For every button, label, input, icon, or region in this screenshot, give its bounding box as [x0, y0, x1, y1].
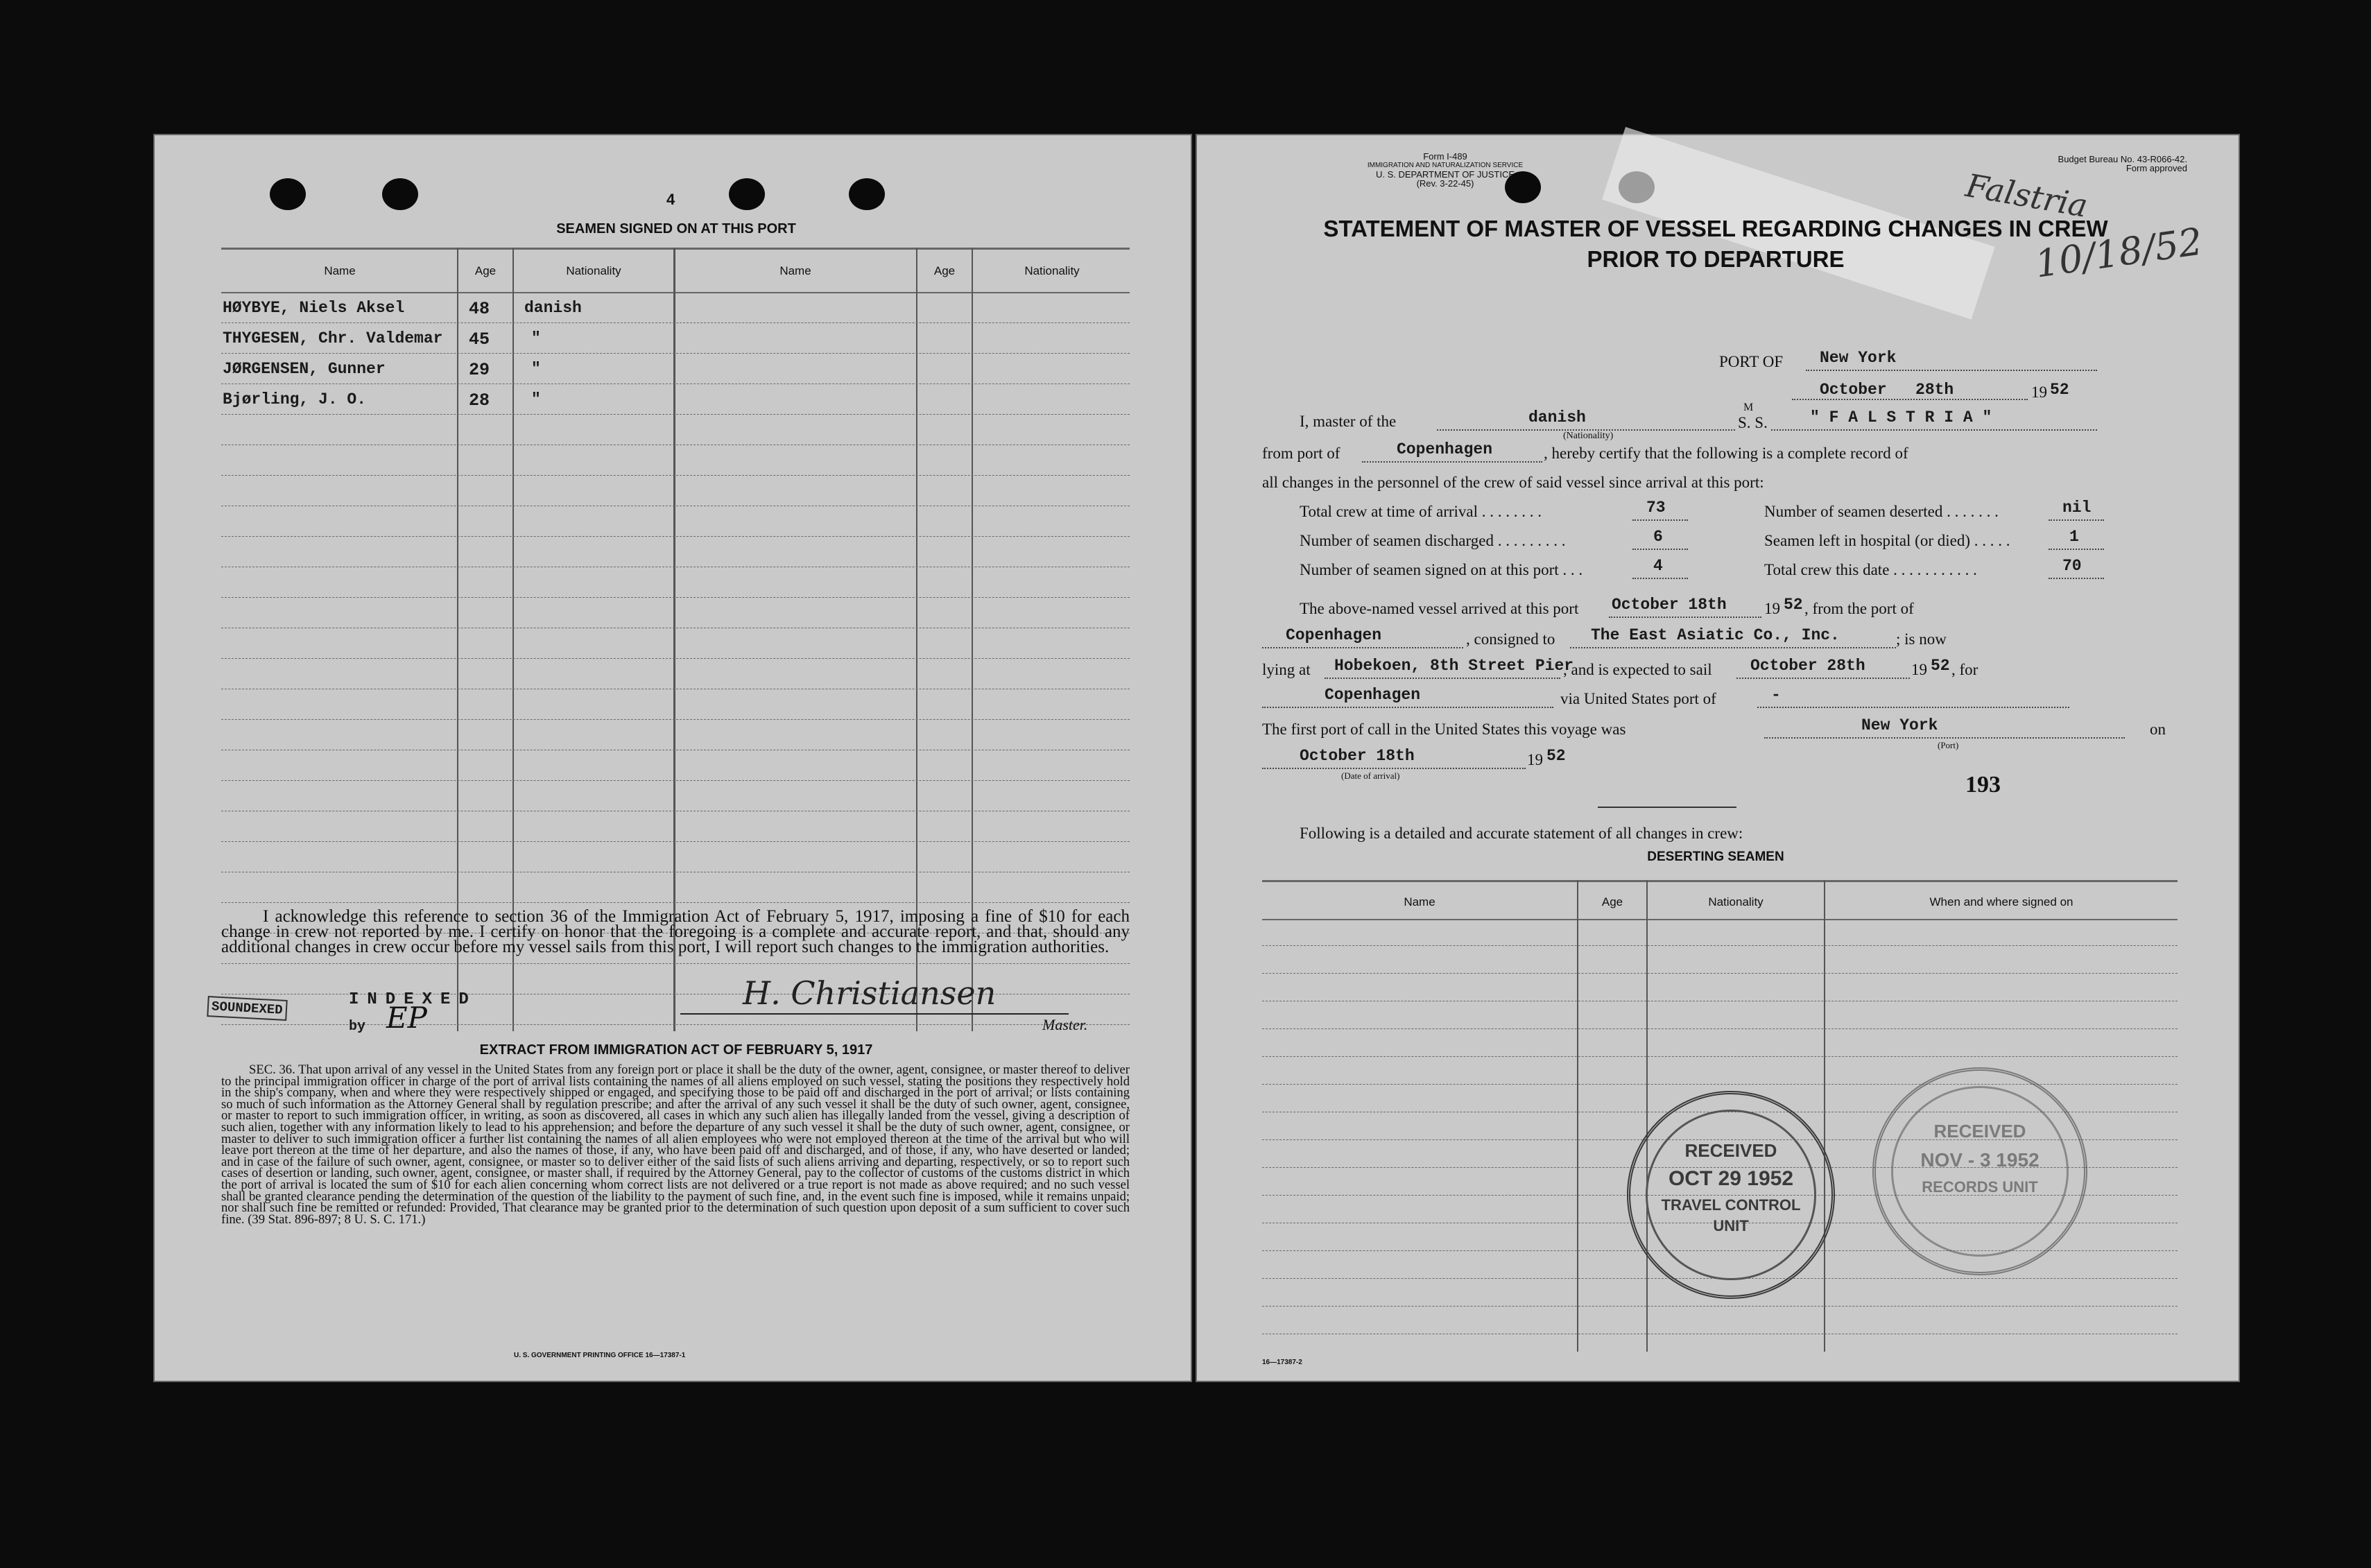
table-row-line [1262, 973, 2178, 974]
for-label: , for [1951, 661, 1978, 678]
agency-line: IMMIGRATION AND NATURALIZATION SERVICE [1367, 162, 1524, 169]
stamp-text: NOV - 3 1952 [1920, 1149, 2040, 1171]
stat-value: 6 [1653, 528, 1663, 546]
year-prefix: 19 [1764, 600, 1780, 617]
printer-imprint: U. S. GOVERNMENT PRINTING OFFICE 16—17387-1 [514, 1352, 686, 1359]
table-row-line [1262, 945, 2178, 946]
deserting-header-nationality: Nationality [1708, 895, 1764, 908]
arrived-date: October 18th [1612, 596, 1727, 614]
table-row-line [221, 902, 1130, 903]
table-row-line [221, 841, 1130, 842]
received-stamp-travel-control [1627, 1091, 1835, 1299]
stat-value: 70 [2062, 557, 2082, 575]
budget-info [1979, 155, 2187, 173]
crew-name: Bjørling, J. O. [223, 390, 367, 408]
agency-line: U. S. DEPARTMENT OF JUSTICE [1375, 169, 1515, 180]
table-row-line [221, 963, 1130, 964]
soundexed-stamp: SOUNDEXED [207, 996, 287, 1021]
year-prefix: 19 [1911, 661, 1927, 678]
first-port-label: The first port of call in the United States this voyage was [1262, 721, 1626, 738]
stat-label: Total crew this date . . . . . . . . . . . [1764, 561, 1977, 578]
stamp-text: UNIT [1713, 1217, 1749, 1234]
vessel-nationality: danish [1528, 408, 1586, 427]
crew-age: 28 [469, 390, 490, 411]
crew-nationality: " [531, 390, 541, 408]
received-stamp-records-unit [1872, 1067, 2087, 1275]
table-row-line [221, 414, 1130, 415]
crew-name: THYGESEN, Chr. Valdemar [223, 329, 443, 347]
stamp-text: TRAVEL CONTROL [1661, 1196, 1801, 1214]
punch-hole [849, 178, 885, 210]
stat-label: Total crew at time of arrival . . . . . . . . [1300, 503, 1542, 520]
crew-nationality: " [531, 329, 541, 347]
col-header-name: Name [779, 264, 811, 277]
table-row-line [221, 475, 1130, 476]
certification-text: I acknowledge this reference to section 36 of the Immigration Act of February 5, 1917, imposing a fine of $10 for each change in crew not reported by me. I certify on honor that the foregoing is a complete and accurate report, and that, should any additional changes in crew occur before my vessel sails from this port, I will report such changes to the immigration authorities. [221, 907, 1130, 956]
crew-age: 45 [469, 329, 490, 350]
table-row-line [1262, 1056, 2178, 1057]
table-row-line [1262, 1028, 2178, 1029]
crew-age: 48 [469, 299, 490, 319]
form-subtitle: PRIOR TO DEPARTURE [1587, 246, 1845, 272]
lying-at-label: lying at [1262, 661, 1311, 678]
handwritten-date: 10/18/52 [2032, 219, 2205, 286]
form-number: Form I-489 [1423, 151, 1467, 162]
ss-label: S. S. [1738, 414, 1768, 431]
stat-value: 1 [2069, 528, 2079, 546]
stamp-text: RECORDS UNIT [1922, 1178, 2038, 1196]
from-port-value: Copenhagen [1397, 440, 1493, 458]
deserting-header-signed-on: When and where signed on [1929, 895, 2073, 908]
form-title: STATEMENT OF MASTER OF VESSEL REGARDING CHANGES IN CREW [1323, 216, 2108, 241]
first-arrival-year: 52 [1546, 747, 1566, 765]
table-row-line [1262, 1306, 2178, 1307]
arrived-label: The above-named vessel arrived at this port [1300, 600, 1579, 617]
consignee-value: The East Asiatic Co., Inc. [1591, 626, 1840, 644]
crew-name: JØRGENSEN, Gunner [223, 360, 386, 378]
stat-label: Number of seamen deserted . . . . . . . [1764, 503, 1999, 520]
left-page [153, 134, 1192, 1382]
extract-body: SEC. 36. That upon arrival of any vessel in the United States from any foreign port or place it shall be the duty of the owner, agent, consignee, or master thereof to deliver to the principal immigration officer in charge of the port of arrival lists containing the names of all aliens employed on such vessel, stating the positions they respectively hold in the ship's company, when and where they were respectively shipped or engaged, and specifying those to be paid off and discharged in the port of arrival; or lists containing so much of such information as the Attorney General shall by regulation prescribe; and after the arrival of any such vessel it shall be the duty of such owner, agent, consignee, or master to report to such immigration officer, in writing, as soon as discovered, all cases in which any such alien has illegally landed from the vessel, giving a description of such alien, together with any information likely to lead to his apprehension; and before the departure of any such vessel it shall be the duty of such owner, agent, consignee, or master to deliver to such immigration officer a further list containing the names of all alien employees who were not employed thereon at the time of the arrival but who will leave port thereon at the time of her departure, and also the names of those, if any, who have been paid off and discharged, and of those, if any, who have deserted or landed; and in case of the failure of such owner, agent, consignee, or master so to deliver either of the said lists of such aliens arriving and departing, respectively, or so to report such cases of desertion or landing, such owner, agent, consignee, or master shall, if required by the Attorney General, pay to the collector of customs of the customs district in which the port of arrival is located the sum of $10 for each alien concerning whom correct lists are not delivered or a true report is not made as above required; and no such vessel shall be granted clearance pending the determination of the question of the liability to the payment of such fine, and, in the event such fine is imposed, while it remains unpaid; nor shall such fine be remitted or refunded: Provided, That clearance may be granted prior to the determination of such question upon deposit of a sum sufficient to cover such fine. (39 Stat. 896-897; 8 U. S. C. 171.) [221, 1062, 1130, 1227]
port-caption: (Port) [1938, 740, 1959, 750]
expected-label: , and is expected to sail [1563, 661, 1712, 678]
indexed-by-label: by [349, 1019, 366, 1035]
via-port-value: - [1771, 686, 1781, 704]
master-signature: H. Christiansen [743, 974, 997, 1012]
punch-hole [729, 178, 765, 210]
ms-mark: M [1743, 402, 1754, 413]
first-arrival-date: October 18th [1300, 747, 1415, 765]
revision: (Rev. 3-22-45) [1416, 178, 1474, 189]
printer-imprint: 16—17387-2 [1262, 1359, 1302, 1366]
table-row-line [221, 719, 1130, 720]
right-page [1196, 134, 2240, 1382]
col-header-age: Age [933, 264, 956, 277]
col-header-nationality: Nationality [1024, 264, 1080, 277]
crew-nationality: " [531, 360, 541, 378]
record-number: 193 [1965, 772, 2001, 798]
on-label: on [2150, 721, 2166, 738]
consigned-label: , consigned to [1466, 630, 1555, 648]
page-number: 4 [666, 191, 675, 208]
table-row-line [221, 658, 1130, 659]
indexed-stamp: INDEXED [349, 990, 477, 1009]
col-header-nationality: Nationality [566, 264, 621, 277]
table-row-line [221, 780, 1130, 781]
from-port-label: from port of [1262, 445, 1340, 462]
stat-value: 73 [1646, 499, 1666, 517]
table-row-line [221, 536, 1130, 537]
from-the-port-label: , from the port of [1804, 600, 1914, 617]
punch-hole [382, 178, 418, 210]
stat-value: 4 [1653, 557, 1663, 575]
is-now-label: ; is now [1896, 630, 1947, 648]
sail-year: 52 [1931, 657, 1950, 675]
master-of-label: I, master of the [1300, 413, 1397, 430]
arrived-year: 52 [1784, 596, 1803, 614]
section-title: SEAMEN SIGNED ON AT THIS PORT [556, 221, 796, 236]
destination-value: Copenhagen [1325, 686, 1421, 704]
stamp-text: OCT 29 1952 [1668, 1167, 1794, 1190]
col-header-age: Age [474, 264, 497, 277]
certify-text-2: all changes in the personnel of the crew of said vessel since arrival at this port: [1262, 474, 1764, 491]
year-prefix: 19 [1527, 751, 1543, 768]
nationality-caption: (Nationality) [1563, 431, 1614, 441]
ship-name: " F A L S T R I A " [1810, 408, 1992, 427]
first-port-value: New York [1861, 716, 1938, 734]
stamp-text: RECEIVED [1933, 1121, 2026, 1141]
certify-text: , hereby certify that the following is a complete record of [1544, 445, 1908, 462]
year-value: 52 [2050, 381, 2069, 399]
deserting-header-age: Age [1601, 895, 1623, 908]
crew-nationality: danish [524, 299, 582, 317]
master-label: Master. [1042, 1016, 1088, 1033]
table-row-line [221, 353, 1130, 354]
stat-label: Number of seamen signed on at this port . . . [1300, 561, 1583, 578]
stat-label: Number of seamen discharged . . . . . . . . . [1300, 532, 1566, 549]
stat-value: nil [2062, 499, 2092, 517]
table-row-line [1262, 1084, 2178, 1085]
handwritten-ship-name: Falstria [1963, 166, 2091, 225]
following-text: Following is a detailed and accurate statement of all changes in crew: [1300, 825, 1743, 842]
deserting-header-name: Name [1404, 895, 1435, 908]
crew-age: 29 [469, 360, 490, 380]
sail-date: October 28th [1750, 657, 1865, 675]
year-prefix: 19 [2031, 384, 2047, 401]
deserting-title: DESERTING SEAMEN [1647, 850, 1784, 864]
table-row-line [221, 597, 1130, 598]
form-approved: Form approved [2126, 163, 2187, 173]
extract-title: EXTRACT FROM IMMIGRATION ACT OF FEBRUARY 5, 1917 [479, 1042, 873, 1058]
via-label: via United States port of [1560, 690, 1716, 707]
punch-hole [270, 178, 306, 210]
date-value: October 28th [1820, 381, 1954, 399]
date-caption: (Date of arrival) [1341, 770, 1400, 781]
form-info [1320, 152, 1570, 188]
table-row-line [221, 322, 1130, 323]
stat-label: Seamen left in hospital (or died) . . . . . [1764, 532, 2010, 549]
port-of-value: New York [1820, 349, 1897, 367]
lying-at-value: Hobekoen, 8th Street Pier [1334, 657, 1574, 675]
budget-number: Budget Bureau No. 43-R066-42. [2058, 154, 2187, 164]
stamp-text: RECEIVED [1684, 1140, 1777, 1161]
indexer-initials: EP [386, 1001, 427, 1035]
crew-name: HØYBYE, Niels Aksel [223, 299, 405, 317]
arrived-from-port: Copenhagen [1286, 626, 1382, 644]
col-header-name: Name [324, 264, 356, 277]
port-of-label: PORT OF [1719, 353, 1784, 370]
